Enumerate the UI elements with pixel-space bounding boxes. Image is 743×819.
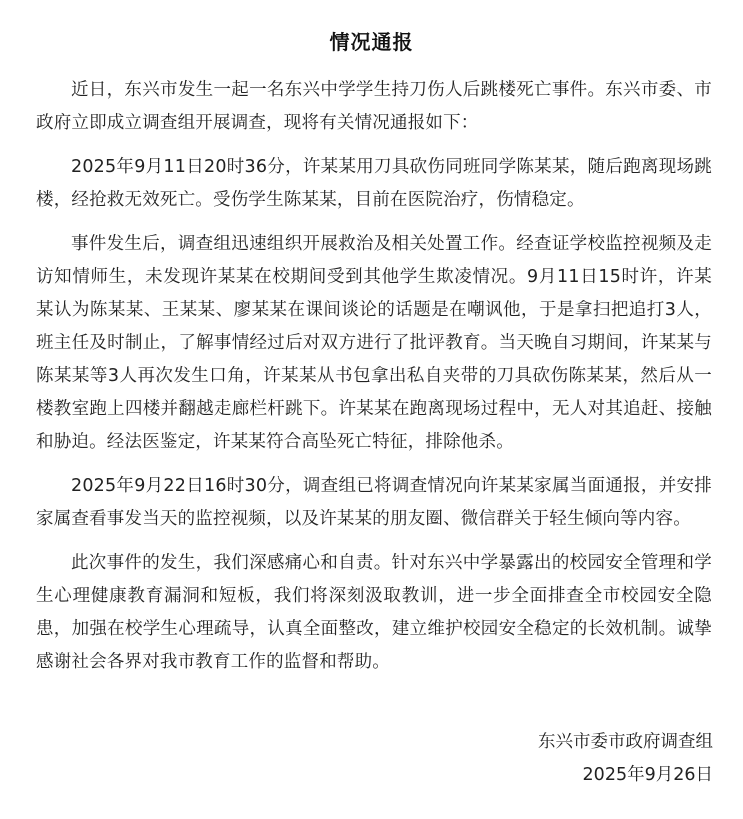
issuer-name: 东兴市委市政府调查组 (538, 732, 713, 752)
issue-date: 2025年9月26日 (582, 765, 713, 785)
notice-body (36, 74, 712, 690)
paragraph-investigation: 事件发生后，调查组迅速组织开展救治及相关处置工作。经查证学校监控视频及走访知情师生，未发现许某某在校期间受到其他学生欺凌情况。9月11日15时许，许某某认为陈某某、王某某、廖某某在课间谈论的话题是在嘲讽他，于是拿扫把追打3人，班主任及时制止，了解事情经过后对双方进行了批评教育。当天晚自习期间，许某某与陈某某等3人再次发生口角，许某某从书包拿出私自夹带的刀具砍伤陈某某，然后从一楼教室跑上四楼并翻越走廊栏杆跳下。许某某在跑离现场过程中，无人对其追赶、接触和胁迫。经法医鉴定，许某某符合高坠死亡特征，排除他杀。 (36, 234, 712, 452)
notice-title: 情况通报 (329, 30, 414, 54)
paragraph-family-briefing: 2025年9月22日16时30分，调查组已将调查情况向许某某家属当面通报，并安排家属查看事发当天的监控视频，以及许某某的朋友圈、微信群关于轻生倾向等内容。 (36, 476, 712, 529)
signature-block (538, 726, 713, 792)
paragraph-intro: 近日，东兴市发生一起一名东兴中学学生持刀伤人后跳楼死亡事件。东兴市委、市政府立即成立调查组开展调查，现将有关情况通报如下： (36, 80, 712, 133)
paragraph-incident: 2025年9月11日20时36分，许某某用刀具砍伤同班同学陈某某，随后跑离现场跳楼，经抢救无效死亡。受伤学生陈某某，目前在医院治疗，伤情稳定。 (36, 157, 712, 210)
paragraph-conclusion: 此次事件的发生，我们深感痛心和自责。针对东兴中学暴露出的校园安全管理和学生心理健康教育漏洞和短板，我们将深刻汲取教训，进一步全面排查全市校园安全隐患，加强在校学生心理疏导，认真全面整改，建立维护校园安全稳定的长效机制。诚挚感谢社会各界对我市教育工作的监督和帮助。 (36, 553, 712, 672)
